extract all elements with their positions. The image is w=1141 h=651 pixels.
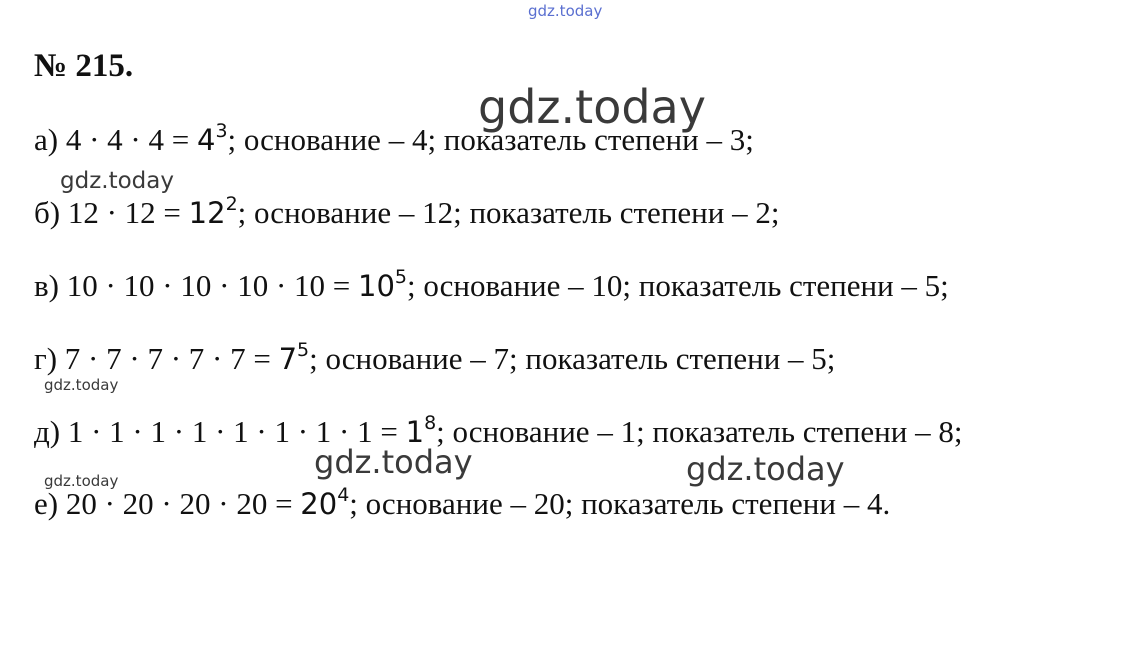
watermark-small: gdz.today: [44, 376, 119, 394]
line-expression: 20 · 20 · 20 · 20 =: [65, 486, 293, 521]
power-base: 7: [278, 342, 298, 376]
watermark-top: gdz.today: [528, 2, 603, 20]
line-rest: ; основание – 1; показатель степени – 8;: [436, 414, 963, 449]
power-exponent: 3: [215, 120, 228, 142]
answer-line-e: [34, 412, 962, 452]
line-expression: 1 · 1 · 1 · 1 · 1 · 1 · 1 · 1 =: [67, 414, 398, 449]
line-expression: 10 · 10 · 10 · 10 · 10 =: [66, 268, 351, 303]
power-exponent: 4: [337, 484, 350, 506]
power-exponent: 2: [225, 193, 238, 215]
line-rest: ; основание – 12; показатель степени – 2;: [237, 195, 780, 230]
watermark-small: gdz.today: [44, 472, 119, 490]
power-base: 12: [188, 196, 226, 230]
line-label: а): [34, 122, 59, 157]
watermark-large: gdz.today: [478, 80, 706, 134]
answer-line-c: [34, 266, 949, 306]
answer-line-b: [34, 193, 779, 233]
answer-line-f: [34, 484, 890, 524]
line-label: е): [34, 486, 59, 521]
power-exponent: 5: [394, 266, 407, 288]
line-expression: 7 · 7 · 7 · 7 · 7 =: [64, 341, 271, 376]
line-expression: 4 · 4 · 4 =: [65, 122, 190, 157]
power: [188, 193, 238, 230]
power: [300, 484, 350, 521]
line-label: д): [34, 414, 61, 449]
line-label: в): [34, 268, 59, 303]
answer-line-d: [34, 339, 835, 379]
power-base: 4: [196, 123, 216, 157]
watermark-mid-right: gdz.today: [686, 450, 845, 488]
watermark-left: gdz.today: [60, 168, 174, 194]
line-label: б): [34, 195, 61, 230]
power: [278, 339, 310, 376]
power: [196, 120, 228, 157]
line-rest: ; основание – 4; показатель степени – 3;: [227, 122, 754, 157]
problem-number: № 215.: [34, 48, 134, 84]
watermark-mid-left: gdz.today: [314, 443, 473, 481]
power-base: 20: [300, 487, 338, 521]
line-rest: ; основание – 20; показатель степени – 4.: [349, 486, 891, 521]
power-exponent: 5: [297, 339, 310, 361]
answer-line-a: [34, 120, 754, 160]
line-label: г): [34, 341, 58, 376]
power-base: 1: [405, 415, 425, 449]
power: [358, 266, 407, 303]
line-rest: ; основание – 10; показатель степени – 5;: [407, 268, 949, 303]
power-base: 10: [358, 269, 395, 303]
power-exponent: 8: [424, 412, 437, 434]
line-expression: 12 · 12 =: [67, 195, 181, 230]
line-rest: ; основание – 7; показатель степени – 5;: [309, 341, 836, 376]
